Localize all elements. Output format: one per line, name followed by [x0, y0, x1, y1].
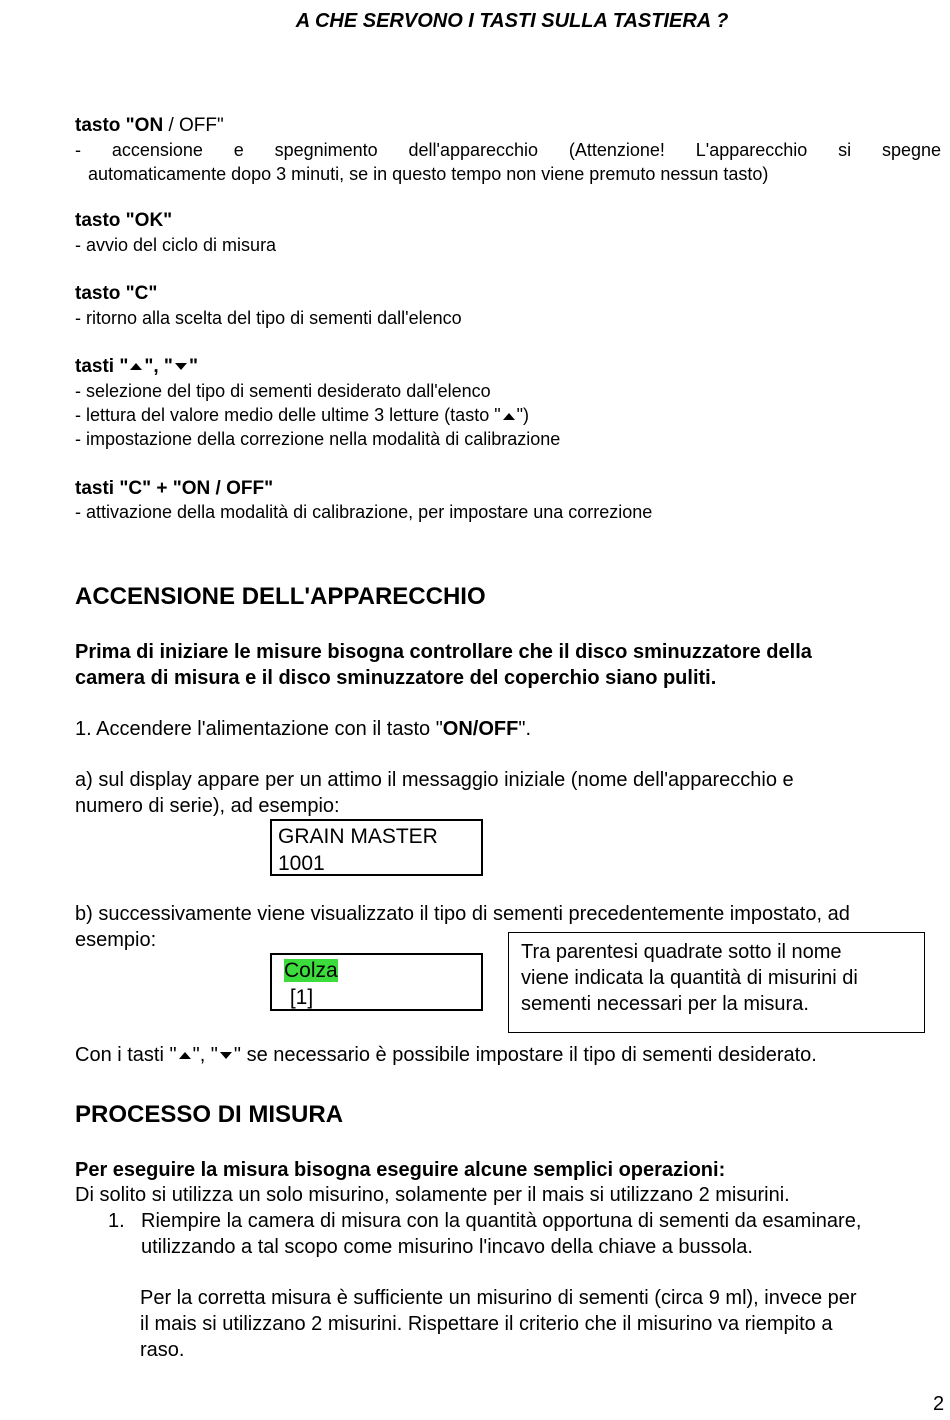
key-arrows-desc2 — [75, 405, 529, 426]
arrows-line-b: ", " — [192, 1044, 218, 1066]
key-combo-heading: tasti "C" + "ON / OFF" — [75, 478, 274, 499]
key-c-desc: - ritorno alla scelta del tipo di sementi dall'elenco — [75, 308, 462, 328]
key-onoff-desc-line2: automaticamente dopo 3 minuti, se in questo tempo non viene premuto nessun tasto) — [88, 164, 769, 184]
key-arrows-head-a: tasti " — [75, 356, 129, 377]
accensione-b-line1: b) successivamente viene visualizzato il tipo di sementi precedentemente impostato, ad — [75, 903, 850, 925]
arrow-up-icon — [503, 413, 515, 420]
accensione-warning-line1: Prima di iniziare le misure bisogna controllare che il disco sminuzzatore della — [75, 641, 812, 663]
accensione-warning-line2: camera di misura e il disco sminuzzatore del coperchio siano puliti. — [75, 667, 717, 689]
arrow-down-icon — [175, 363, 187, 370]
accensione-a-line2: numero di serie), ad esempio: — [75, 795, 340, 817]
arrow-down-icon — [220, 1052, 232, 1059]
note-line2: viene indicata la quantità di misurini di — [521, 967, 858, 989]
step1-text-c: ". — [518, 718, 531, 740]
accensione-a-line1: a) sul display appare per un attimo il messaggio iniziale (nome dell'apparecchio e — [75, 769, 794, 791]
display-example-seed — [270, 953, 483, 1011]
processo-item1-p2-line1: Per la corretta misura è sufficiente un misurino di sementi (circa 9 ml), invece per — [140, 1287, 857, 1309]
key-arrows-desc3: - impostazione della correzione nella modalità di calibrazione — [75, 429, 561, 449]
key-arrows-head-b: ", " — [144, 356, 173, 377]
key-ok-desc: - avvio del ciclo di misura — [75, 235, 277, 255]
processo-item1-p2-line2: il mais si utilizzano 2 misurini. Rispettare il criterio che il misurino va riempito a — [140, 1313, 833, 1335]
processo-item1-number: 1. — [108, 1210, 125, 1232]
page-number: 2 — [933, 1393, 945, 1415]
display-startup-line2: 1001 — [278, 852, 325, 875]
key-arrows-desc2-b: ") — [516, 405, 529, 425]
key-c-heading: tasto "C" — [75, 283, 158, 304]
display-example-startup — [270, 819, 483, 876]
display-seed-line2: [1] — [284, 986, 314, 1009]
processo-item1-line2: utilizzando a tal scopo come misurino l'incavo della chiave a bussola. — [141, 1236, 753, 1258]
key-onoff-head-pre: tasto "ON — [75, 115, 164, 136]
display-startup-line1: GRAIN MASTER — [278, 825, 438, 848]
processo-intro-bold: Per eseguire la misura bisogna eseguire alcune semplici operazioni: — [75, 1159, 726, 1181]
note-line1: Tra parentesi quadrate sotto il nome — [521, 941, 842, 963]
arrows-line-c: " se necessario è possibile impostare il tipo di sementi desiderato. — [233, 1044, 817, 1066]
key-arrows-desc1: - selezione del tipo di sementi desiderato dall'elenco — [75, 381, 491, 401]
key-arrows-head-c: " — [188, 356, 198, 377]
processo-item1-line1: Riempire la camera di misura con la quantità opportuna di sementi da esaminare, — [141, 1210, 862, 1232]
arrow-up-icon — [179, 1052, 191, 1059]
key-arrows-desc2-a: - lettura del valore medio delle ultime 3 letture (tasto " — [75, 405, 501, 425]
accensione-b-line2: esempio: — [75, 929, 157, 951]
key-arrows-heading — [75, 356, 198, 378]
section-heading-processo: PROCESSO DI MISURA — [75, 1101, 344, 1128]
key-combo-desc: - attivazione della modalità di calibrazione, per impostare una correzione — [75, 502, 653, 522]
step1-key: ON/OFF — [442, 718, 519, 740]
display-seed-line1: Colza — [284, 959, 338, 982]
processo-item1-p2-line3: raso. — [140, 1339, 185, 1361]
note-line3: sementi necessari per la misura. — [521, 993, 809, 1015]
processo-intro: Di solito si utilizza un solo misurino, solamente per il mais si utilizzano 2 misurini. — [75, 1184, 790, 1206]
accensione-step1 — [75, 718, 531, 741]
arrows-line-a: Con i tasti " — [75, 1044, 177, 1066]
key-onoff-heading — [75, 115, 224, 137]
section-heading-accensione: ACCENSIONE DELL'APPARECCHIO — [75, 583, 486, 610]
page-title: A CHE SERVONO I TASTI SULLA TASTIERA ? — [295, 10, 729, 32]
key-onoff-head-post: / OFF" — [163, 115, 224, 136]
note-box — [508, 932, 925, 1033]
key-onoff-desc-line1: - accensione e spegnimento dell'apparecchio (Attenzione! L'apparecchio si spegne — [75, 140, 941, 160]
key-ok-heading: tasto "OK" — [75, 210, 173, 231]
accensione-arrows-line — [75, 1044, 817, 1067]
arrow-up-icon — [130, 363, 142, 370]
step1-text-a: 1. Accendere l'alimentazione con il tasto " — [75, 718, 443, 740]
